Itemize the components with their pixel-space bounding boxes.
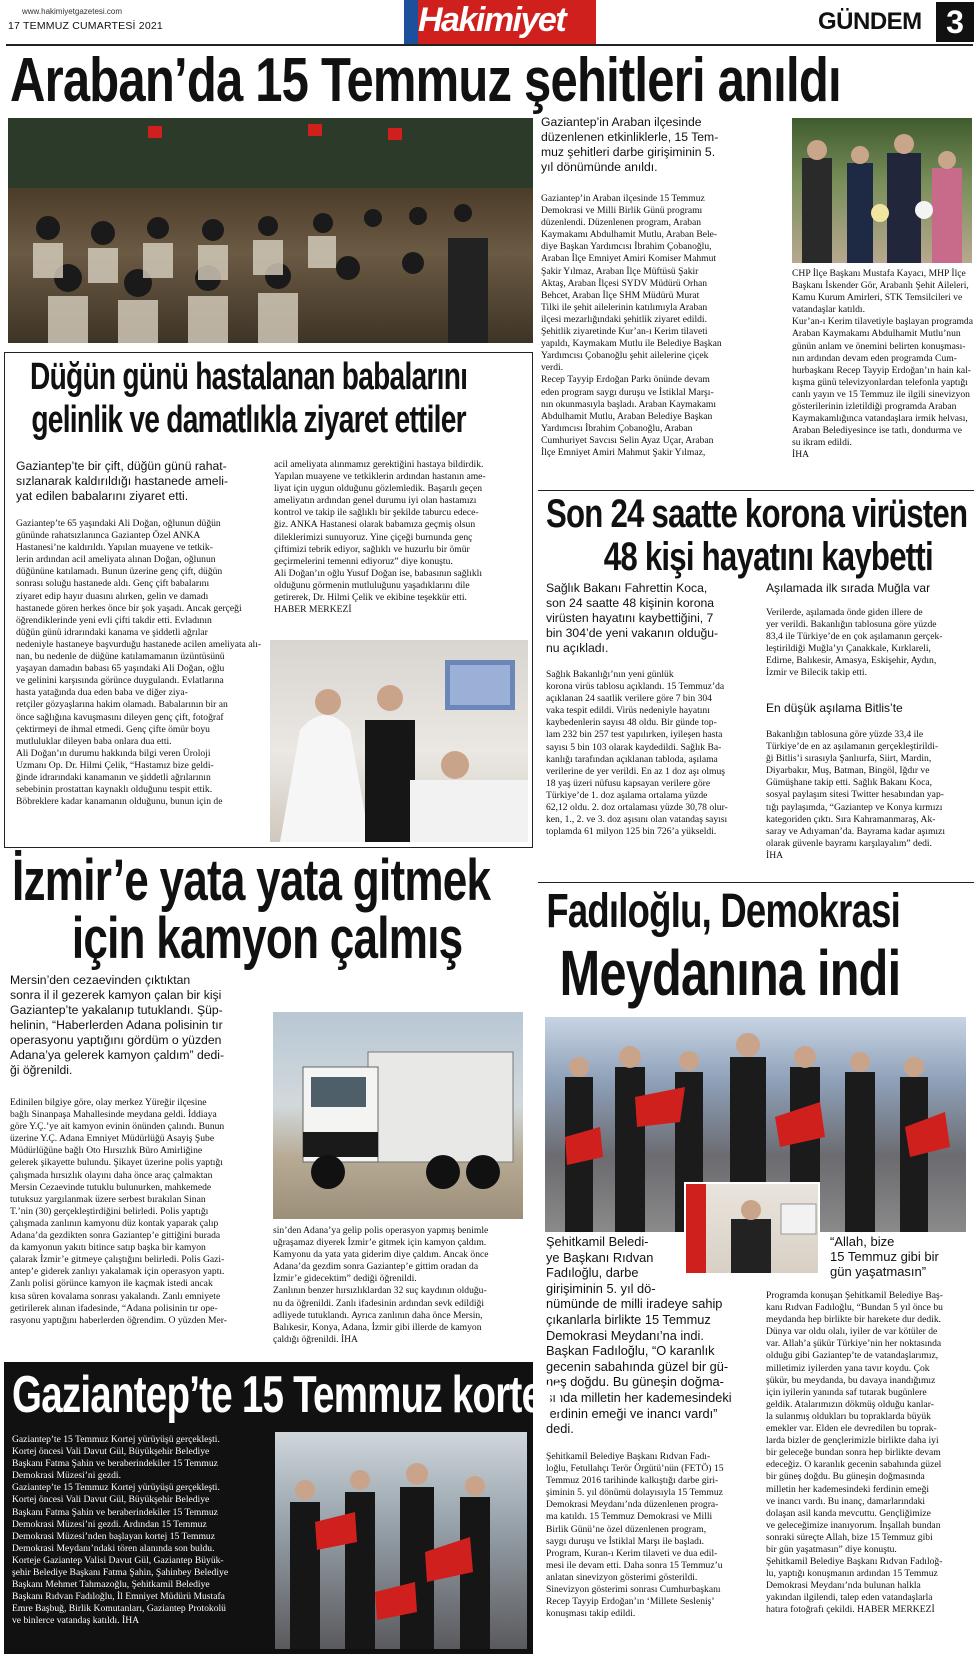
text-line: şiminin 5. yıl dönümü dolayısıyla 15 Temmuz [546,1487,723,1499]
text-line: sonrası soluğu hastanede aldı. Genç çift babalarını [16,578,210,590]
text-line: ve geleceğimize inanıyorum. İnşallah bundan [766,1519,941,1531]
text-line: dolaşan asil kanda mevcuttu. Gençliğimize [766,1507,931,1519]
headline-fadiloglu [546,884,901,1009]
text-line: nın okunmasıyla başladı. Araban Kaymakamı [541,398,717,410]
section-label: GÜNDEM [818,8,922,35]
text-line: retçiler gözyaşlarına hakim olamadı. Babalarının bir an [16,699,228,711]
izmir-body-left [10,1097,256,1327]
text-line: Gaziantep’in Araban ilçesinde 15 Temmuz [541,193,705,204]
text-line: Ali Doğan’ın durumu hakkında bilgi veren Üroloji [16,747,211,759]
text-line: uğraşamaz diyerek İzmir’e gitmek için kamyon çaldım. [273,1237,487,1249]
lede-line: neş doğdu. Bu güneşin doğma- [546,1374,724,1390]
fadiloglu-top-rule [538,882,974,883]
text-line: ğiz. ANKA Hastanesi olarak babamıza geçmiş olsun [274,519,476,531]
text-line: su ikram edildi. [792,437,852,449]
website-url[interactable]: www.hakimiyetgazetesi.com [22,7,123,16]
lede-line: son 24 saatte 48 kişinin korona [546,596,715,610]
text-line: Demokrasi Meydanı’ndaki tören alanında son buldu. [12,1542,215,1554]
quote-line: gün yaşatmasın” [830,1264,927,1279]
text-line: çektirmeyi de ihmal etmedi. Genç çifte ömür boyu [16,723,210,735]
text-line: meydanda hep birlikte bir harekete dur dedik. [766,1314,942,1326]
text-line: geldik. Atalarımızın dökmüş olduğu kanlar- [766,1398,934,1410]
araban-body [541,193,781,459]
text-line: Demokrasi Meydanı’nda düzenlenen progra- [546,1499,719,1511]
text-line: gününde rahatsızlanınca Gaziantep Özel ANKA [16,530,201,542]
izmir-lede [10,973,262,1078]
headline-line: Düğün günü hastalanan babalarını [30,356,468,398]
text-line: Korteje Gaziantep Valisi Davut Gül, Gaziantep Büyük- [12,1554,224,1566]
text-line: İzmir’e gidecektim” dediği öğrenildi. [273,1273,417,1285]
lede-line: helinin, “Haberlerden Adana polisinin tır [10,1018,223,1032]
text-line: Zanlının benzer hırsızlıklardan 32 suç kaydının olduğu- [273,1285,487,1297]
text-line: Sağlık Bakanlığı’nın yeni günlük [546,669,674,680]
text-line: Balıkesir, Konya, Adana, İzmir gibi illerde de kamyon [273,1321,482,1333]
text-line: kısa süren kovalama sonrası yakalandı. Zanlı emniyete [10,1290,221,1302]
text-line: 18 yaş üzeri nüfusu kapsayan verilere göre [546,777,711,789]
text-line: Gaziantep’te 15 Temmuz Kortej yürüyüşü gerçekleşti. [12,1482,220,1494]
text-line: geçirmelerini temenni ediyoruz” diye konuştu. [274,555,453,567]
headline-korona [546,493,967,579]
text-line: düğününe katılamadı. Bunun üzerine genç çift, düğün [16,566,223,578]
text-line: Bakanlığın tablosuna göre yüzde 33,4 ile [766,729,924,740]
text-line: Başkanı Fatma Şahin ve beraberindekiler 15 Temmuz [12,1458,218,1470]
kortej-illustration [275,1432,527,1649]
text-line: yaşayan damadın babası 65 yaşındaki Ali Doğan, oğlu [16,663,225,675]
text-line: Zanlı polisi görünce kamyon ile kaçmak istedi ancak [10,1278,213,1290]
text-line: liyat için uygun olduğunu gözlemledik. Başarılı geçen [274,483,483,495]
text-line: çalışmada hırsızlık olayını daha önce araç çalmaktan [10,1169,213,1181]
headline-kortej: Gaziantep’te 15 Temmuz korteji [12,1366,563,1424]
text-line: CHP İlçe Başkanı Mustafa Kayacı, MHP İlçe [792,268,966,279]
headline-line: Meydanına indi [559,937,901,1009]
text-line: Diyarbakır, Muş, Batman, Bingöl, Iğdır ve [766,765,930,777]
text-line: Gaziantep’te 15 Temmuz Kortej yürüyüşü gerçekleşti. [12,1434,220,1445]
text-line: Kamu Kurum Amirleri, STK Temsilcileri ve [792,292,963,304]
text-line: Demokrasi Müzesi’ni gezdi. [12,1470,121,1482]
text-line: nan, bu nedenle de düğüne katılamamanın üzüntüsünü [16,651,225,663]
text-line: anlatan sinevizyon gösterimi gösterildi. [546,1571,698,1583]
lede-line: Adana’ya gelerek kamyon çaldım” dedi- [10,1048,225,1062]
text-line: Aktaş, Araban İlçesi SYDV Müdürü Orhan [541,277,708,289]
text-line: da kamyonun yakıtı bitince satıp başka bir kamyon [10,1242,206,1254]
wedding-lede [16,459,276,504]
headline-line: 48 kişi hayatını kaybetti [603,535,933,579]
text-line: İHA [766,849,784,861]
text-line: Araban Kaymakamı Abdulhamit Mutlu’nun [792,328,961,340]
text-line: bir geleceğe bundan sonra hep birlikte devam [766,1447,941,1459]
lede-line: Sağlık Bakanı Fahrettin Koca, [546,581,708,595]
text-line: sayısı 5 bin 103 olarak kaydedildi. Sağlık Ba- [546,741,722,753]
hospital-illustration [270,640,528,842]
text-line: Demokrasi ve Milli Birlik Günü programı [541,205,703,217]
text-line: ma katıldı. 15 Temmuz Demokrasi ve Milli [546,1511,713,1523]
text-line: lam 232 bin 257 test yapılırken, iyileşen hasta [546,729,723,741]
lede-line: nümünde de milli iradeye sahip [546,1296,723,1312]
lede-line: girişiminin 5. yıl dö- [546,1280,656,1296]
text-line: Şehitlik ziyaretinde Kur’an-ı Kerim tilaveti [541,326,708,338]
text-line: Hastanesi’ne kaldırıldı. Yapılan muayene ve tetkik- [16,542,213,554]
text-line: hurbaşkanı Recep Tayyip Erdoğan’ın hain kal- [792,364,971,376]
text-line: konuşması takip edildi. [546,1608,636,1620]
text-line: Başkanı Rıdvan Fadıloğlu, İl Emniyet Müdürü Mustafa [12,1591,225,1603]
headline-line: Son 24 saatte korona virüsten [546,492,968,536]
lede-line: Başkan Fadıloğlu, “O karanlık [546,1343,715,1359]
text-line: Cumhuriyet Savcısı Selin Ayaz Uçar, Araban [541,434,714,446]
text-line: ve gelinini karşısında görünce duygulandı. Evlatlarına [16,675,224,687]
text-line: hatıra fotoğrafı çekildi. HABER MERKEZİ [766,1604,935,1616]
text-line: Kortej öncesi Vali Davut Gül, Büyükşehir Belediye [12,1446,210,1458]
korona-top-rule [538,490,974,491]
text-line: edeceğiz. O karanlık gecenin sabahında güzel [766,1459,942,1471]
text-line: bağlı Sinanpaşa Mahallesinde meydana geldi. İddiaya [10,1109,217,1121]
text-line: larda bizler de gençlerimizle birlikte daha iyi [766,1435,939,1447]
korona-body-right2 [766,729,974,862]
text-line: Şehitkamil Belediye Başkanı Rıdvan Fadıloğ- [766,1556,943,1568]
text-line: Programda konuşan Şehitkamil Belediye Baş- [766,1290,943,1301]
araban-lede [541,115,787,175]
photo-wedding-hospital [270,640,528,842]
text-line: kanlığı tarafından açıklanan tabloda, aşılama [546,753,718,765]
lede-line: virüsten hayatını kaybettiğini, 7 [546,611,714,625]
text-line: Program, Kuran-ı Kerim tilaveti ve dua edil- [546,1547,718,1559]
text-line: vatandaşlar katıldı. [792,304,865,316]
korona-lede [546,581,758,656]
text-line: düzenlendi. Düzenlenen program, Araban [541,217,702,229]
logo-stripe [404,0,418,44]
text-line: tutuksuz yargılanmak üzere serbest bırakılan Sinan [10,1193,206,1205]
text-line: ameliyatın ardından genel durumu iyi olan hastamızı [274,495,477,507]
text-line: dileklerimizi sunuyoruz. Yine çiçeği burnunda genç [274,531,473,543]
text-line: Başkanı Fatma Şahin ve beraberindekiler 15 Temmuz [12,1506,218,1518]
text-line: acil ameliyata alınmamız gerektiğini hastaya bildirdik. [274,459,484,470]
lede-line: Mersin’den cezaevinden çıktıktan [10,973,191,987]
text-line: Türkiye’de 1. doz aşılama ortalama yüzde [546,789,708,801]
text-line: kışma günü televizyonlardan telefonla yaptığı [792,376,968,388]
text-line: Mersin Cezaevinde tutuklu bulunurken, mahkemede [10,1181,212,1193]
text-line: 83,4 ile Türkiye’de en çok aşılamanın gerçek- [766,631,943,643]
quote-line: “Allah, bize [830,1234,895,1249]
issue-date: 17 TEMMUZ CUMARTESİ 2021 [8,20,163,32]
text-line: adliyede tutuklandı. Ayrıca zanlının daha önce Mersin, [273,1309,483,1321]
text-line: Recep Tayyip Erdoğan Parkı önünde devam [541,374,710,386]
lede-line: bin 304’de yeni vakanın olduğu- [546,626,719,640]
text-line: Adana’da gezdim sonra Gaziantep’e gittim oradan da [273,1261,479,1273]
text-line: çalarak İzmir’e gitmeye çalıştığını belirledi. Polis Gazi- [10,1254,225,1266]
text-line: şükür, bu meydanda, bu davaya inandığımız [766,1374,936,1386]
photo-araban-flowers [792,118,972,263]
text-line: Kur’an-ı Kerim tilavetiyle başlayan programda [792,316,973,328]
text-line: Abdulhamit Mutlu, Araban Belediye Başkan [541,410,713,422]
korona-subhead-bitlis: En düşük aşılama Bitlis’te [766,701,903,715]
text-line: la sulanmış oldukları bu topraklarda büyük [766,1410,931,1422]
text-line: Başkanı İskender Gör, Arabanlı Şehit Aileleri, [792,280,969,292]
text-line: verilerine de yer verildi. En az 1 doz aşı olmuş [546,765,726,777]
text-line: tığı paylaşımda, “Gaziantep ve Konya kırmızı [766,801,943,813]
text-line: Sinevizyon gösterimi sonrası Cumhurbaşkanı [546,1584,721,1596]
text-line: şehir Belediye Başkanı Fatma Şahin, Şahinbey Belediye [12,1567,229,1579]
text-line: mesi ile devam etti. Daha sonra 15 Temmuz’u [546,1559,723,1571]
text-line: Türkiye’de en az aşılamanın gerçekleştirildi- [766,741,939,753]
text-line: kanı Rıdvan Fadıloğlu, “Bundan 5 yıl önce bu [766,1302,943,1314]
text-line: olduğunu görmenin mutluluğunu yaşadıklarını dile [274,579,470,591]
lede-line: sızlanarak kaldırıldığı hastanede ameli- [16,474,229,488]
text-line: eden program saygı duruşu ve İstiklal Marşı- [541,386,714,398]
text-line: yakından ilgilendi, talep eden vatandaşlarla [766,1592,933,1604]
lede-line: yat edilen babalarını ziyaret etti. [16,489,189,503]
text-line: ve inancı vardı. Bu inanç, damarlarındaki [766,1495,926,1507]
text-line: Demokrasi Meydanı’nda bulunan halkla [766,1580,921,1592]
truck-illustration [273,1012,523,1219]
text-line: yapıldı, Kaymakam Mutlu ile Belediye Başkan [541,338,722,350]
headline-line: İzmir’e yata yata gitmek [12,848,491,913]
text-line: Temmuz 2016 tarihinde kalkıştığı darbe giri- [546,1475,719,1487]
wedding-body-right [274,459,526,616]
text-line: mutluluklar dileyen baba onlara dua etti. [16,735,172,747]
text-line: Böbreklere kadar kanamanın olduğunu, bunun için de [16,796,223,808]
text-line: üzerine Y.Ç. Adana Emniyet Müdürlüğü Asayiş Şube [10,1133,215,1145]
text-line: toplamda 61 milyon 125 bin 726’a yükseldi. [546,826,717,838]
quote-line: 15 Temmuz gibi bir [830,1249,939,1264]
lede-line: operasyonu yaptığını gördüm o yüzden [10,1033,222,1047]
text-line: canlı yayın ve 15 Temmuz ile ilgili sinevizyon [792,388,970,400]
text-line: Kamyonu da yata yata giderim diye çaldım. Ancak önce [273,1249,489,1261]
text-line: vaka tespit edildi. Virüs nedeniyle hayatını [546,705,710,717]
text-line: T.’nin (30) gerçekleştirdiğini belirledi. Polis yaptığı [10,1205,209,1217]
text-line: Yapılan muayene ve tetkiklerin ardından hastanın ame- [274,471,486,483]
text-line: nın ardından devam eden programda Cum- [792,352,957,364]
araban-right-body [792,268,974,462]
wedding-body-left [16,518,262,808]
text-line: çiftimizi tebrik ediyor, sağlıklı ve huzurlu bir ömür [274,543,470,555]
headline-line: gelinlik ve damatlıkla ziyaret ettiler [31,399,466,441]
text-line: Ali Doğan’ın oğlu Yusuf Doğan ise, babasının sağlıklı [274,567,483,579]
text-line: loğlu, Fetullahçı Terör Örgütü’nün (FETÖ) 15 [546,1463,724,1475]
text-line: kategoriden çıktı. Sıra Kahramanmaraş, Ak- [766,813,936,825]
text-line: HABER MERKEZİ [274,604,352,616]
text-line: verdi. [541,362,564,374]
text-line: korona virüs tablosu açıklandı. 15 Temmuz’da [546,681,725,693]
text-line: Şakir Yılmaz, Araban İlçe Müftüsü Şakir [541,265,699,277]
text-line: Edirne, Balıkesir, Amasya, Eskişehir, Aydın, [766,655,937,667]
text-line: ken, 1., 2. ve 3. doz aşısını olan vatandaş sayısı [546,814,728,826]
text-line: getirilerek alınan ifadesinde, “Adana polisinin tır ope- [10,1302,218,1314]
crowd-illustration [8,118,533,343]
text-line: Emre Başbuğ, Birlik Komutanları, Gaziantep Protokolü [12,1603,226,1615]
text-line: düğün günü idrarındaki kanama ve şiddetli ağrılar [16,626,208,638]
text-line: Dünya var oldu olalı, iyiler de var kötüler de [766,1326,938,1338]
text-line: Kaymakamlığınca vatandaşlara irmik helvası, [792,413,968,425]
text-line: Kortej öncesi Vali Davut Gül, Büyükşehir Belediye [12,1494,210,1506]
lede-line: Gaziantep’te yakalanıp tutuklandı. Şüp- [10,1003,223,1017]
text-line: Demokrasi Müzesi’ni gezdi. Ardından 15 Temmuz [12,1518,207,1530]
text-line: hastanede gören herkes önce bir şok yaşadı. Ancak gerçeği [16,602,242,614]
text-line: olarak güvenle bayramı karşılayalım” dedi. [766,837,932,849]
text-line: İHA [792,449,810,461]
fadiloglu-quote [830,1234,970,1279]
text-line: açıklanan 24 saatlik verilere göre 7 bin 304 [546,693,712,705]
text-line: Gümüşhane takip etti. Sağlık Bakanı Koca, [766,777,932,789]
korona-body-right1 [766,607,974,680]
text-line: rasyonu yaptığını haberlerden öğrendim. O yüzden Mer- [10,1314,227,1326]
text-line: bir gün yaşatmasın” diye konuştu. [766,1543,897,1555]
lede-line: Gaziantep’te bir çift, düğün günü rahat- [16,459,227,473]
text-line: ğinde idrarındaki kanamanın ve şiddetli ağrılarının [16,771,211,783]
text-line: getirerek, Dr. Hilmi Çelik ve ekibine teşekkür etti. [274,592,467,604]
lede-line: dedi. [546,1421,574,1437]
text-line: sin’den Adana’ya gelip polis operasyon yapmış benimle [273,1225,489,1236]
korona-subhead-mugla: Aşılamada ilk sırada Muğla var [766,581,931,595]
text-line: Başkanı Mehmet Tahmazoğlu, Şehitkamil Belediye [12,1579,210,1591]
text-line: için iyilerin yanında saf tutarak bugünlere [766,1386,927,1398]
lede-line: düzenlenen etkinliklerle, 15 Tem- [541,130,719,144]
page-number: 3 [936,2,974,42]
text-line: İlçe Emniyet Amiri Mahmut Şakir Yılmaz, [541,446,706,458]
text-line: ği Bitlis’i sırasıyla Şanlıurfa, Siirt, Mardin, [766,753,932,765]
lede-line: sonra il il gezerek kamyon çalan bir kişi [10,988,222,1002]
lede-line: ye Başkanı Rıdvan [546,1249,654,1265]
lede-line: gecenin sabahında güzel bir gü- [546,1358,729,1374]
text-line: antep’e giderek zanlıyı yakalamak için operasyon yaptı. [10,1266,225,1278]
fadiloglu-body-right [766,1290,974,1617]
text-line: Uzmanı Op. Dr. Hilmi Çelik, “Hastamız bize geldi- [16,759,214,771]
text-line: lu, yaptığı konuşmanın ardından 15 Temmuz [766,1568,938,1580]
text-line: sosyal paylaşım sitesi Twitter hesabından yap- [766,789,944,801]
izmir-body-right [273,1225,525,1346]
text-line: sebebinin prostattan kaynaklı olduğunu tespit ettik. [16,784,213,796]
text-line: lerin ardından acil ameliyata alınan Doğan, oğlunun [16,554,216,566]
logo-text: Hakimiyet [418,1,566,39]
text-line: Araban Belediyesince ise tatlı, dondurma ve [792,425,962,437]
text-line: çalışmada zanlının kamyonu düz kontak yaparak çalıp [10,1217,219,1229]
text-line: Yardımcısı İbrahim Çobanoğlu, Araban [541,422,693,434]
text-line: bir güneş doğdu. Bu güneşin doğmasında [766,1471,925,1483]
text-line: yer verildi. Bakanlığın tablosuna göre yüzde [766,619,937,631]
lede-line: yıl dönümünde anıldı. [541,160,658,174]
text-line: önce sağlığına kavuşmasını dileyen genç çift, fotoğraf [16,711,224,723]
lede-line: ferdinin emeği ve inancı vardı” [546,1405,718,1421]
lede-line: Demokrasi Meydanı’na indi. [546,1327,704,1343]
lede-line: Şehitkamil Beledi- [546,1234,649,1249]
text-line: Gaziantep’te 65 yaşındaki Ali Doğan, oğlunun düğün [16,518,221,529]
photo-araban-ceremony [8,118,533,343]
text-line: İzmir ve Bilecik takip etti. [766,667,867,679]
text-line: 62,12 oldu. 2. doz ortalaması yüzde 30,78 olur- [546,802,728,814]
korona-body-left [546,669,758,838]
text-line: Tilki ile şehit ailelerinin katılımıyla Araban [541,301,708,313]
text-line: nedeniyle hastaneye başvurduğu hastanede acilen ameliyata alı- [16,638,262,650]
headline-line: Fadıloğlu, Demokrasi [546,885,901,938]
text-line: saray ve Adıyaman’da. Bayrama kadar aşımızı [766,825,946,837]
text-line: sonraki süreçte Allah, bize 15 Temmuz gibi [766,1531,933,1543]
text-line: gösterilerinin izletildiği programda Araban [792,401,957,413]
text-line: leştirildiği Muğla’yı Çanakkale, Kırklareli, [766,643,931,655]
fadiloglu-body-left [546,1451,754,1620]
masthead-logo[interactable] [404,0,596,44]
headline-line: için kamyon çalmış [71,906,463,971]
text-line: Araban İlçe Emniyet Amiri Komiser Mahmut [541,253,717,265]
text-line: ilçesi mezarlığındaki şehitlik ziyaret edildi. [541,313,707,325]
lede-line: çıkanlarla birlikte 15 Temmuz [546,1311,711,1327]
photo-kortej-march [275,1432,527,1649]
headline-izmir [12,848,491,971]
text-line: çaldığı öğrenildi. İHA [273,1333,358,1345]
text-line: emekler var. Elden ele devredilen bu toprak- [766,1423,937,1435]
text-line: var. Allah’a şükür Türkiye’nin her noktasında [766,1338,942,1350]
flowers-illustration [792,118,972,263]
text-line: göre Y.Ç.’ye ait kamyon evinin önünden çalındı. Bunun [10,1121,225,1133]
kortej-body [12,1434,270,1628]
text-line: diye Başkan Yardımcısı İbrahim Çobanoğlu, [541,241,712,253]
text-line: Verilerde, aşılamada önde giden illere de [766,607,923,618]
text-line: Recep Tayyip Erdoğan’ın ‘Millete Sesleniş’ [546,1596,715,1608]
lede-line: ği öğrenildi. [10,1063,73,1077]
text-line: milletimiz iyilerden yana tavır koydu. Çok [766,1362,930,1374]
text-line: Şehitkamil Belediye Başkanı Rıdvan Fadı- [546,1451,711,1462]
text-line: saygı duruşu ve İstiklal Marşı ile başladı. [546,1535,705,1547]
text-line: ve binlerce vatandaş katıldı. İHA [12,1615,140,1627]
text-line: Birlik Günü’ne özel düzenlenen program, [546,1523,707,1535]
text-line: Edinilen bilgiye göre, olay merkez Yüreğir ilçesine [10,1097,207,1108]
text-line: milletin her kademesindeki ferdinin emeği [766,1483,930,1495]
text-line: ziyaret edip hayır duasını alırken, gelin ve damadı [16,590,209,602]
text-line: nu da öğrenildi. Zanlı ifadesinin ardından sevk edildiği [273,1297,485,1309]
text-line: Yardımcısı Çobanoğlu şehit ailelerine çiçek [541,350,709,362]
text-line: olduğu gibi Gaziantep’te de vatandaşlarımız, [766,1350,939,1362]
fadiloglu-lede [546,1234,758,1437]
text-line: günün anlam ve önemini belirten konuşması- [792,340,966,352]
text-line: öğrendiklerinde yeni evli çifti takdir etti. Evladının [16,614,212,626]
text-line: Müdürlüğüne bağlı Oto Hırsızlık Büro Amirliğine [10,1145,203,1157]
text-line: Adana’da gezdikten sonra Gaziantep’e gittiğini burada [10,1230,221,1242]
headline-araban: Araban’da 15 Temmuz şehitleri anıldı [10,46,841,115]
lede-line: Gaziantep’in Araban ilçesinde [541,115,702,129]
headline-wedding [30,356,467,442]
text-line: kaybedenlerin sayısı 48 oldu. Bir günde top- [546,717,717,729]
text-line: hasta yatağında dua eden baba ve diğer ziya- [16,687,188,699]
text-line: kontrol ve takip ile sağlıklı bir şekilde taburcu edece- [274,507,479,519]
text-line: Behcet, Araban İlçe SHM Müdürü Murat [541,289,700,301]
lede-line: muz şehitleri darbe girişiminin 5. [541,145,716,159]
photo-stolen-truck [273,1012,523,1219]
lede-line: sında milletin her kademesindeki [546,1389,732,1405]
text-line: gelerek şikayette bulundu. Şikayet üzerine polis yaptığı [10,1157,223,1169]
lede-line: nu açıkladı. [546,641,609,655]
lede-line: Fadıloğlu, darbe [546,1265,639,1281]
text-line: Demokrasi Müzesi’nden başlayan kortej 15 Temmuz [12,1530,215,1542]
text-line: Kaymakamı Abdulhamit Mutlu, Araban Bele- [541,229,718,241]
